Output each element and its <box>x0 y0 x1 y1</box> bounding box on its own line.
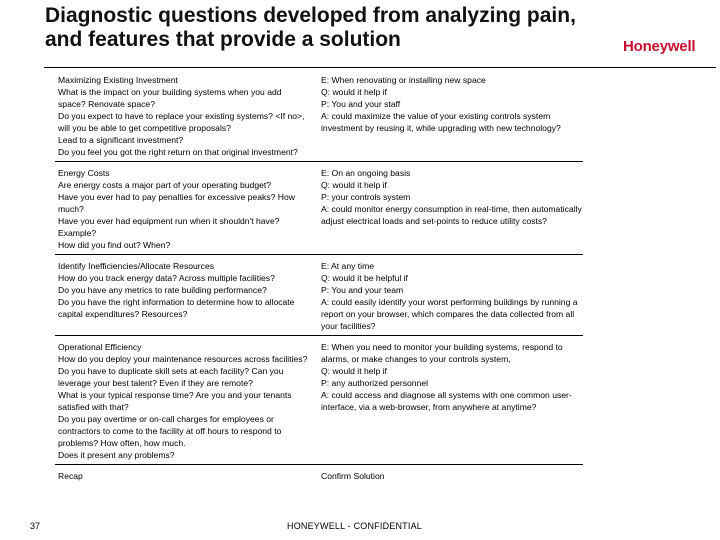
confirm-solution-cell: Confirm Solution <box>321 471 385 481</box>
diagnostic-questions-cell: Energy Costs Are energy costs a major part of your operating budget? Have you ever had to pay penalties for excessive peaks? How much? Have you ever had equipment run when it shouldn't have? Example? How did you find out? When? <box>58 168 295 250</box>
solution-features-cell: E: At any time Q: would it be helpful if P: You and your team A: could easily identify your worst performing buildings by running a report on your browser, which compares the data collected from all your facilities? <box>321 261 578 331</box>
honeywell-logo: Honeywell <box>623 38 696 55</box>
solution-features-cell: E: When renovating or installing new space Q: would it help if P: You and your staff A: could maximize the value of your existing controls system investment by reusing it, while upgrading with new technology? <box>321 75 561 133</box>
diagnostic-questions-cell: Identify Inefficiencies/Allocate Resources How do you track energy data? Across multiple facilities? Do you have any metrics to rate building performance? Do you have the right information to determine how to allocate capital expenditures? Resources? <box>58 261 295 319</box>
page-number: 37 <box>30 521 41 531</box>
question-table <box>55 74 583 490</box>
slide-title: Diagnostic questions developed from analyzing pain, and features that provide a solution <box>45 4 576 51</box>
table-row <box>55 470 583 485</box>
solution-features-cell: E: When you need to monitor your building systems, respond to alarms, or make changes to your controls system, Q: would it help if P: any authorized personnel A: could access and diagnose all systems with one common user-interface, via a web-browser, from anywhere at anytime? <box>321 342 572 412</box>
recap-cell: Recap <box>58 471 83 481</box>
table-row <box>55 260 583 336</box>
table-row <box>55 74 583 162</box>
diagnostic-questions-cell: Operational Efficiency How do you deploy your maintenance resources across facilities? Do you have to duplicate skill sets at each facility? Can you leverage your best talent? Even if they are remote? What is your typical response time? Are you and your tenants satisfied with that? Do you pay overtime or on-call charges for employees or contractors to come to the facility at off hours to respond to problems? How often, how much. Does it present any problems? <box>58 342 308 460</box>
table-row <box>55 167 583 255</box>
solution-features-cell: E: On an ongoing basis Q: would it help if P: your controls system A: could monitor energy consumption in real-time, then automatically adjust electrical loads and set-points to reduce utility costs? <box>321 168 582 226</box>
table-row <box>55 341 583 465</box>
title-divider <box>44 67 716 68</box>
diagnostic-questions-cell: Maximizing Existing Investment What is the impact on your building systems when you add space? Renovate space? Do you expect to have to replace your existing systems? <If no>, will you be able to get competitive proposals? Lead to a significant investment? Do you feel you got the right return on that original investment? <box>58 75 305 157</box>
confidential-footer: HONEYWELL - CONFIDENTIAL <box>287 521 422 531</box>
